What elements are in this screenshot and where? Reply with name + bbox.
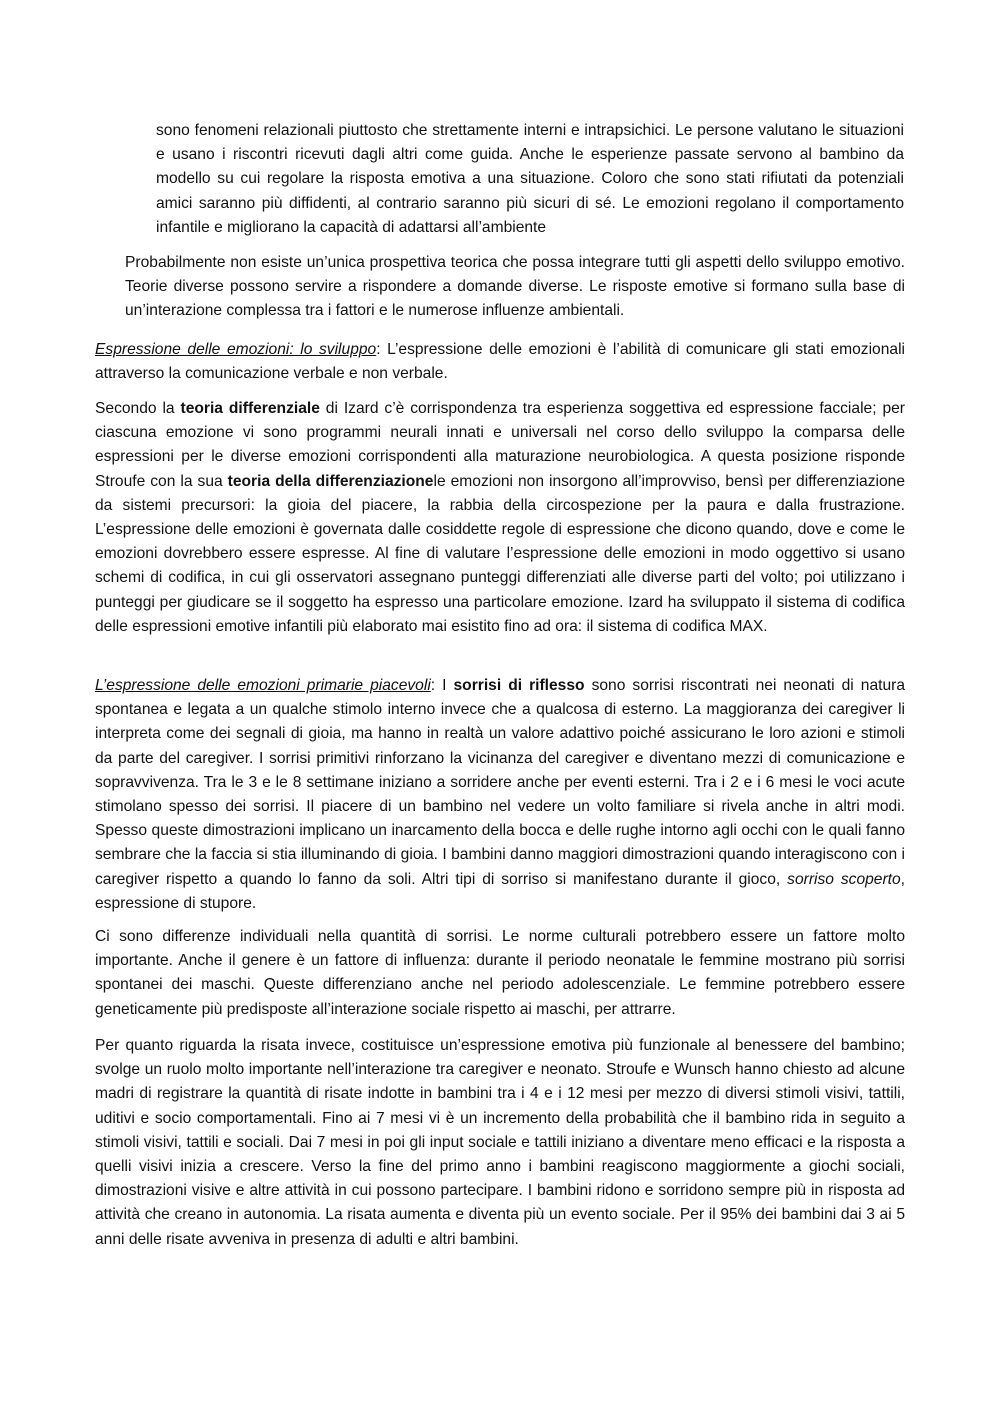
paragraph-emotion-expression-development: Espressione delle emozioni: lo sviluppo: L’espressione delle emozioni è l’abilità di comunicare gli stati emozionali attraverso la comunicazione verbale e non verbale. xyxy=(95,341,905,383)
section-heading-pleasant-emotions: L’espressione delle emozioni primarie piacevoli xyxy=(95,677,431,694)
paragraph-laughter: Per quanto riguarda la risata invece, costituisce un’espressione emotiva più funzionale al benessere del bambino; svolge un ruolo molto importante nell’interazione tra caregiver e neonato. Stroufe e Wunsch hanno chiesto ad alcune madri di registrare la quantità di risate indotte in bambini tra i 4 e i 12 mesi per mezzo di diversi stimoli visivi, tattili, uditivi e socio comportamentali. Fino ai 7 mesi vi è un incremento della probabilità che il bambino rida in seguito a stimoli visivi, tattili e sociali. Dai 7 mesi in poi gli input sociale e tattili iniziano a diventare meno efficaci e la risposta a quelli visivi inizia a crescere. Verso la fine del primo anno i bambini reagiscono maggiormente a giochi sociali, dimostrazioni visive e altre attività in cui possono partecipare. I bambini ridono e sorridono sempre più in risposta ad attività che creano in autonomia. La risata aumenta e diventa più un evento sociale. Per il 95% dei bambini dai 3 ai 5 anni delle risate avveniva in presenza di adulti e altri bambini. xyxy=(95,1037,905,1248)
paragraph-differential-theory: Secondo la teoria differenziale di Izard c’è corrispondenza tra esperienza soggettiva ed espressione facciale; per ciascuna emozione vi sono programmi neurali innati e universali nel corso dello sviluppo la comparsa delle espressioni per le diverse emozioni corrispondenti alla maturazione neurobiologica. A questa posizione risponde Stroufe con la sua teoria della differenziazionele emozioni non insorgono all’improvviso, bensì per differenziazione da sistemi precursori: la gioia del piacere, la rabbia della circospezione per la paura e dalla frustrazione. L’espressione delle emozioni è governata dalle cosiddette regole di espressione che dicono quando, dove e come le emozioni dovrebbero essere espresse. Al fine di valutare l’espressione delle emozioni in modo oggettivo si usano schemi di codifica, in cui gli osservatori assegnano punteggi differenziati alle diverse parti del volto; poi utilizzano i punteggi per giudicare se il soggetto ha espresso una particolare emozione. Izard ha sviluppato il sistema di codifica delle espressioni emotive infantili più elaborato mai esistito fino ad ora: il sistema di codifica MAX. xyxy=(95,400,905,635)
paragraph-theoretical-perspective: Probabilmente non esiste un’unica prospettiva teorica che possa integrare tutti gli aspetti dello sviluppo emotivo. Teorie diverse possono servire a rispondere a domande diverse. Le risposte emotive si formano sulla base di un’interazione complessa tra i fattori e le numerose influenze ambientali. xyxy=(125,254,905,320)
paragraph-emotions-relational: sono fenomeni relazionali piuttosto che strettamente interni e intrapsichici. Le persone valutano le situazioni e usano i riscontri ricevuti dagli altri come guida. Anche le esperienze passate servono al bambino da modello su cui regolare la risposta emotiva a una situazione. Coloro che sono stati rifiutati da potenziali amici saranno più diffidenti, al contrario saranno più sicuri di sé. Le emozioni regolano il comportamento infantile e migliorano la capacità di adattarsi all’ambiente xyxy=(156,122,904,236)
term-differential-theory: teoria differenziale xyxy=(180,400,320,417)
paragraph-individual-differences: Ci sono differenze individuali nella quantità di sorrisi. Le norme culturali potrebbero essere un fattore molto importante. Anche il genere è un fattore di influenza: durante il periodo neonatale le femmine mostrano più sorrisi spontanei dei maschi. Queste differenziano anche nel periodo adolescenziale. Le femmine potrebbero essere geneticamente più predisposte all’interazione sociale rispetto ai maschi, per attrarre. xyxy=(95,928,905,1018)
term-reflex-smiles: sorrisi di riflesso xyxy=(453,677,585,694)
term-open-smile: sorriso scoperto xyxy=(787,870,901,888)
term-differentiation-theory: teoria della differenziazione xyxy=(227,472,434,490)
paragraph-pleasant-emotions: L’espressione delle emozioni primarie piacevoli: I sorrisi di riflesso sono sorrisi riscontrati nei neonati di natura spontanea e legata a un qualche stimolo interno invece che a qualcosa di esterno. La maggioranza dei caregiver li interpreta come dei segnali di gioia, ma hanno in realtà un valore adattivo poiché assicurano le loro azioni e stimoli da parte del caregiver. I sorrisi primitivi rinforzano la vicinanza del caregiver e diventano mezzi di comunicazione e sopravvivenza. Tra le 3 e le 8 settimane iniziano a sorridere anche per eventi esterni. Tra i 2 e i 6 mesi le voci acute stimolano spesso dei sorrisi. Il piacere di un bambino nel vedere un volto familiare si rivela anche in altri modi. Spesso queste dimostrazioni implicano un inarcamento della bocca e delle rughe intorno agli occhi con le quali fanno sembrare che la faccia si stia illuminando di gioia. I bambini danno maggiori dimostrazioni quando interagiscono con i caregiver rispetto a quando lo fanno da soli. Altri tipi di sorriso si manifestano durante il gioco, sorriso scoperto, espressione di stupore. xyxy=(95,677,906,912)
section-heading-development: Espressione delle emozioni: lo sviluppo xyxy=(95,341,377,358)
